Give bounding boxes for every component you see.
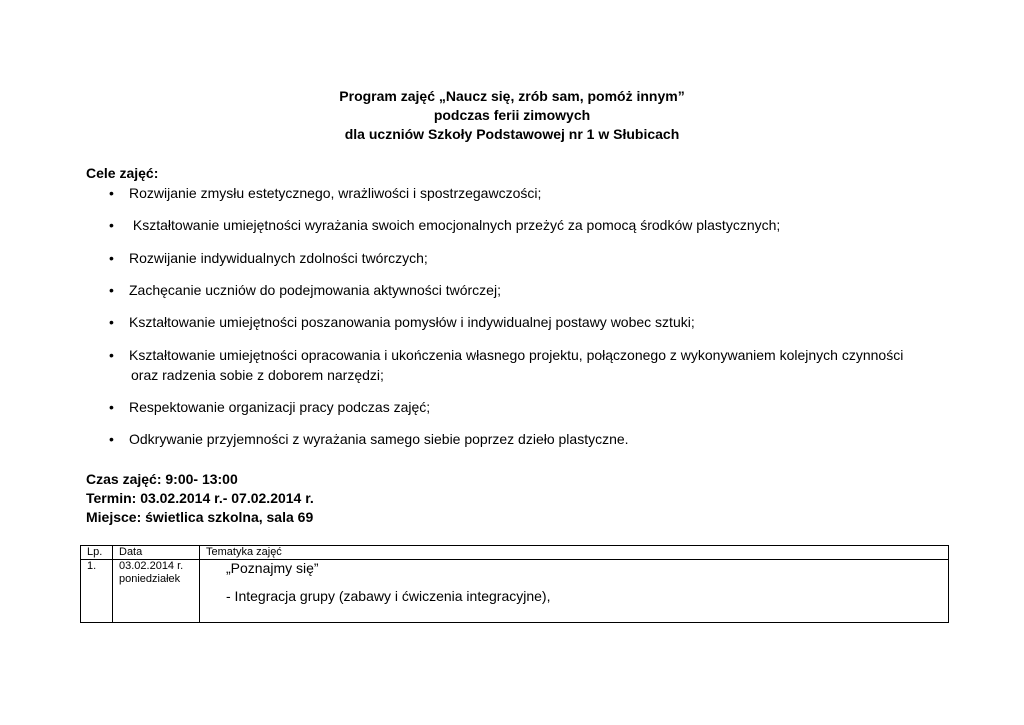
goal-text: Rozwijanie indywidualnych zdolności twórczych; [129,250,428,266]
term-info: Termin: 03.02.2014 r.- 07.02.2014 r. [86,490,314,506]
title-line-3: dla uczniów Szkoły Podstawowej nr 1 w Słubicach [344,126,680,142]
page-title [0,87,1024,144]
goals-heading: Cele zajęć: [86,165,159,181]
cell-lp: 1. [81,560,113,623]
cell-date [113,560,200,623]
column-header-topic: Tematyka zajęć [200,546,949,560]
cell-topic [200,560,949,623]
goal-text: Kształtowanie umiejętności poszanowania pomysłów i indywidualnej postawy wobec sztuki; [129,314,695,330]
goal-text: Zachęcanie uczniów do podejmowania aktywności twórczej; [129,282,501,298]
topic-title: „Poznajmy się” [226,560,319,576]
column-header-lp: Lp. [81,546,113,560]
bullet-icon: • [109,217,114,233]
time-info: Czas zajęć: 9:00- 13:00 [86,471,238,487]
table-header-row [81,546,949,560]
goal-item-continuation [131,366,384,385]
goal-text: Odkrywanie przyjemności z wyrażania samego siebie poprzez dzieło plastyczne. [129,431,629,447]
goal-text: Kształtowanie umiejętności wyrażania swoich emocjonalnych przeżyć za pomocą środków plastycznych; [129,217,781,233]
bullet-icon: • [109,314,114,330]
topic-description: - Integracja grupy (zabawy i ćwiczenia integracyjne), [226,588,551,604]
day-value: poniedziałek [119,573,181,585]
bullet-icon: • [109,431,114,447]
date-value: 03.02.2014 r. [119,560,184,572]
bullet-icon: • [109,282,114,298]
goal-text: Rozwijanie zmysłu estetycznego, wrażliwości i spostrzegawczości; [129,185,542,201]
schedule-table [80,545,949,623]
table-row [81,560,949,623]
title-line-2: podczas ferii zimowych [433,107,591,123]
bullet-icon: • [109,185,114,201]
bullet-icon: • [109,250,114,266]
column-header-date: Data [113,546,200,560]
goal-text: Respektowanie organizacji pracy podczas zajęć; [129,399,431,415]
place-info: Miejsce: świetlica szkolna, sala 69 [86,509,314,525]
goal-text: oraz radzenia sobie z doborem narzędzi; [131,367,384,383]
goal-text: Kształtowanie umiejętności opracowania i ukończenia własnego projektu, połączonego z wykonywaniem kolejnych czynności [129,347,904,363]
title-line-1: Program zajęć „Naucz się, zrób sam, pomóż innym” [339,88,685,104]
bullet-icon: • [109,399,114,415]
bullet-icon: • [109,347,114,363]
